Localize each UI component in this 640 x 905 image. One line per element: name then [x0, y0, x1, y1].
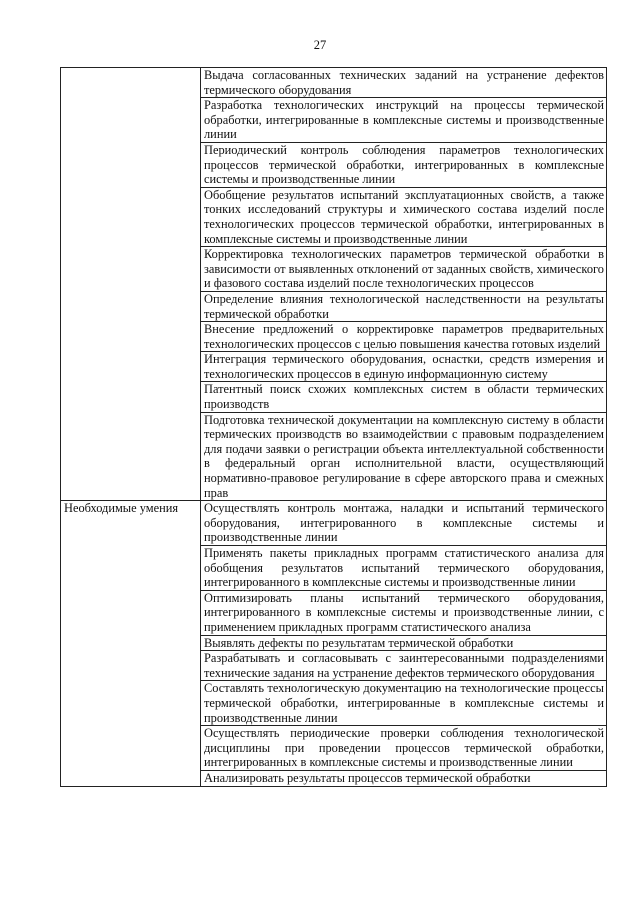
row-description: Патентный поиск схожих комплексных систем в области термических производств	[201, 382, 607, 412]
table-row	[61, 546, 607, 591]
row-description: Выявлять дефекты по результатам термической обработки	[201, 635, 607, 651]
table-row	[61, 142, 607, 187]
table-row	[61, 98, 607, 143]
row-category-cell	[61, 770, 201, 786]
row-category-cell	[61, 68, 201, 98]
table-row	[61, 68, 607, 98]
table-row	[61, 322, 607, 352]
table-row	[61, 590, 607, 635]
row-category-cell	[61, 546, 201, 591]
row-category-cell	[61, 590, 201, 635]
row-description: Применять пакеты прикладных программ статистического анализа для обобщения результатов испытаний термического оборудования, интегрированного в комплексные системы и производственные линии	[201, 546, 607, 591]
row-description: Осуществлять контроль монтажа, наладки и испытаний термического оборудования, интегрированного в комплексные системы и производственные линии	[201, 501, 607, 546]
row-category-cell	[61, 187, 201, 246]
requirements-table	[60, 67, 607, 787]
row-description: Корректировка технологических параметров термической обработки в зависимости от выявленных отклонений от заданных свойств, химического и фазового состава изделий после технологических процессов	[201, 247, 607, 292]
row-category-cell	[61, 412, 201, 501]
row-category-cell	[61, 382, 201, 412]
row-category-cell	[61, 681, 201, 726]
table-row	[61, 770, 607, 786]
row-category-cell	[61, 98, 201, 143]
row-description: Обобщение результатов испытаний эксплуатационных свойств, а также тонких исследований структуры и химического состава изделий после технологических процессов термической обработки, интегрированных в комплексные системы и производственные линии	[201, 187, 607, 246]
row-description: Составлять технологическую документацию на технологические процессы термической обработки, интегрированные в комплексные системы и производственные линии	[201, 681, 607, 726]
row-description: Подготовка технической документации на комплексную систему в области термических производств во взаимодействии с правовым подразделением для подачи заявки о регистрации объекта интеллектуальной собственности в федеральный орган исполнительной власти, осуществляющий нормативно-правовое регулирование в сфере авторского права и смежных прав	[201, 412, 607, 501]
row-category-cell	[61, 291, 201, 321]
table-row	[61, 726, 607, 771]
row-description: Разрабатывать и согласовывать с заинтересованными подразделениями технические задания на устранение дефектов термического оборудования	[201, 651, 607, 681]
table-row	[61, 412, 607, 501]
row-category-label: Необходимые умения	[61, 501, 201, 546]
row-category-cell	[61, 322, 201, 352]
row-description: Периодический контроль соблюдения параметров технологических процессов термической обработки, интегрированных в комплексные системы и производственные линии	[201, 142, 607, 187]
table-row	[61, 681, 607, 726]
table-row	[61, 651, 607, 681]
table-row	[61, 635, 607, 651]
table-row	[61, 382, 607, 412]
table-row	[61, 352, 607, 382]
row-description: Оптимизировать планы испытаний термического оборудования, интегрированного в комплексные системы и производственные линии, с применением прикладных программ статистического анализа	[201, 590, 607, 635]
page-number: 27	[313, 38, 327, 52]
row-category-cell	[61, 352, 201, 382]
row-description: Осуществлять периодические проверки соблюдения технологической дисциплины при проведении процессов термической обработки, интегрированных в комплексные системы и производственные линии	[201, 726, 607, 771]
row-category-cell	[61, 142, 201, 187]
table-row	[61, 291, 607, 321]
row-category-cell	[61, 651, 201, 681]
row-description: Внесение предложений о корректировке параметров предварительных технологических процессов с целью повышения качества готовых изделий	[201, 322, 607, 352]
table-row	[61, 501, 607, 546]
table-row	[61, 247, 607, 292]
table-row	[61, 187, 607, 246]
row-category-cell	[61, 635, 201, 651]
row-description: Определение влияния технологической наследственности на результаты термической обработки	[201, 291, 607, 321]
row-category-cell	[61, 247, 201, 292]
row-description: Интеграция термического оборудования, оснастки, средств измерения и технологических процессов в единую информационную систему	[201, 352, 607, 382]
row-description: Выдача согласованных технических заданий на устранение дефектов термического оборудования	[201, 68, 607, 98]
row-category-cell	[61, 726, 201, 771]
row-description: Разработка технологических инструкций на процессы термической обработки, интегрированные в комплексные системы и производственные линии	[201, 98, 607, 143]
row-description: Анализировать результаты процессов термической обработки	[201, 770, 607, 786]
table-body	[61, 68, 607, 787]
